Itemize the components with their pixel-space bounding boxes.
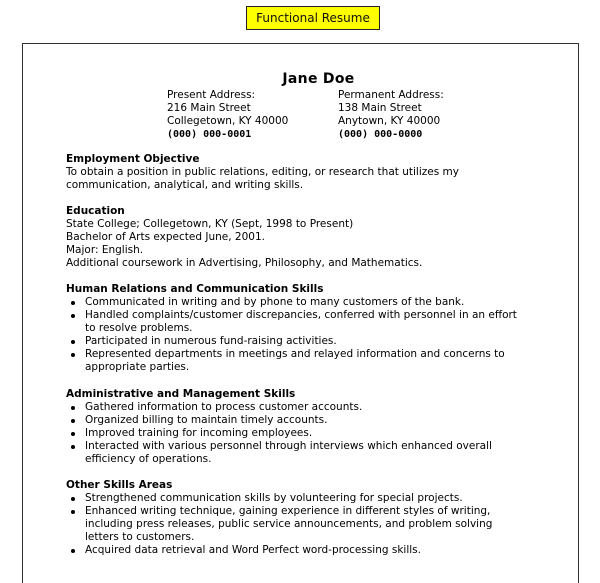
other-skills-list xyxy=(66,492,571,557)
other-skills-section xyxy=(66,479,571,557)
list-item: Handled complaints/customer discrepancies, conferred with personnel in an effort to resolve problems. xyxy=(85,309,571,335)
present-address-label: Present Address: xyxy=(167,89,256,101)
administrative-heading: Administrative and Management Skills xyxy=(66,388,296,400)
applicant-name: Jane Doe xyxy=(282,71,355,87)
present-address-phone: (000) 000-0001 xyxy=(167,129,252,140)
resume-type-label: Functional Resume xyxy=(246,6,380,30)
objective-line: communication, analytical, and writing skills. xyxy=(66,179,304,191)
list-item: Strengthened communication skills by volunteering for special projects. xyxy=(85,492,571,505)
objective-heading: Employment Objective xyxy=(66,153,200,165)
administrative-section xyxy=(66,388,571,466)
list-item: Improved training for incoming employees. xyxy=(85,427,571,440)
present-address xyxy=(167,89,288,141)
list-item: Gathered information to process customer accounts. xyxy=(85,401,571,414)
list-item: Acquired data retrieval and Word Perfect word-processing skills. xyxy=(85,544,571,557)
education-line: Bachelor of Arts expected June, 2001. xyxy=(66,231,265,243)
present-address-street: 216 Main Street xyxy=(167,102,251,114)
permanent-address-city: Anytown, KY 40000 xyxy=(338,115,441,127)
permanent-address-phone: (000) 000-0000 xyxy=(338,129,423,140)
list-item: Participated in numerous fund-raising activities. xyxy=(85,335,571,348)
education-heading: Education xyxy=(66,205,125,217)
human-relations-list xyxy=(66,296,571,374)
administrative-list xyxy=(66,401,571,466)
objective-line: To obtain a position in public relations, editing, or research that utilizes my xyxy=(66,166,459,178)
list-item: Interacted with various personnel through interviews which enhanced overall efficiency of operations. xyxy=(85,440,571,466)
permanent-address-label: Permanent Address: xyxy=(338,89,444,101)
permanent-address xyxy=(338,89,444,141)
other-skills-heading: Other Skills Areas xyxy=(66,479,173,491)
list-item: Enhanced writing technique, gaining experience in different styles of writing, including press releases, public service announcements, and problem solving letters to customers. xyxy=(85,505,571,544)
education-section xyxy=(66,205,571,270)
education-line: State College; Collegetown, KY (Sept, 1998 to Present) xyxy=(66,218,354,230)
resume-page xyxy=(22,43,579,583)
present-address-city: Collegetown, KY 40000 xyxy=(167,115,289,127)
human-relations-section xyxy=(66,283,571,374)
education-line: Additional coursework in Advertising, Philosophy, and Mathematics. xyxy=(66,257,423,269)
education-line: Major: English. xyxy=(66,244,144,256)
list-item: Communicated in writing and by phone to many customers of the bank. xyxy=(85,296,571,309)
objective-section xyxy=(66,153,571,192)
list-item: Organized billing to maintain timely accounts. xyxy=(85,414,571,427)
permanent-address-street: 138 Main Street xyxy=(338,102,422,114)
human-relations-heading: Human Relations and Communication Skills xyxy=(66,283,324,295)
list-item: Represented departments in meetings and relayed information and concerns to appropriate parties. xyxy=(85,348,571,374)
